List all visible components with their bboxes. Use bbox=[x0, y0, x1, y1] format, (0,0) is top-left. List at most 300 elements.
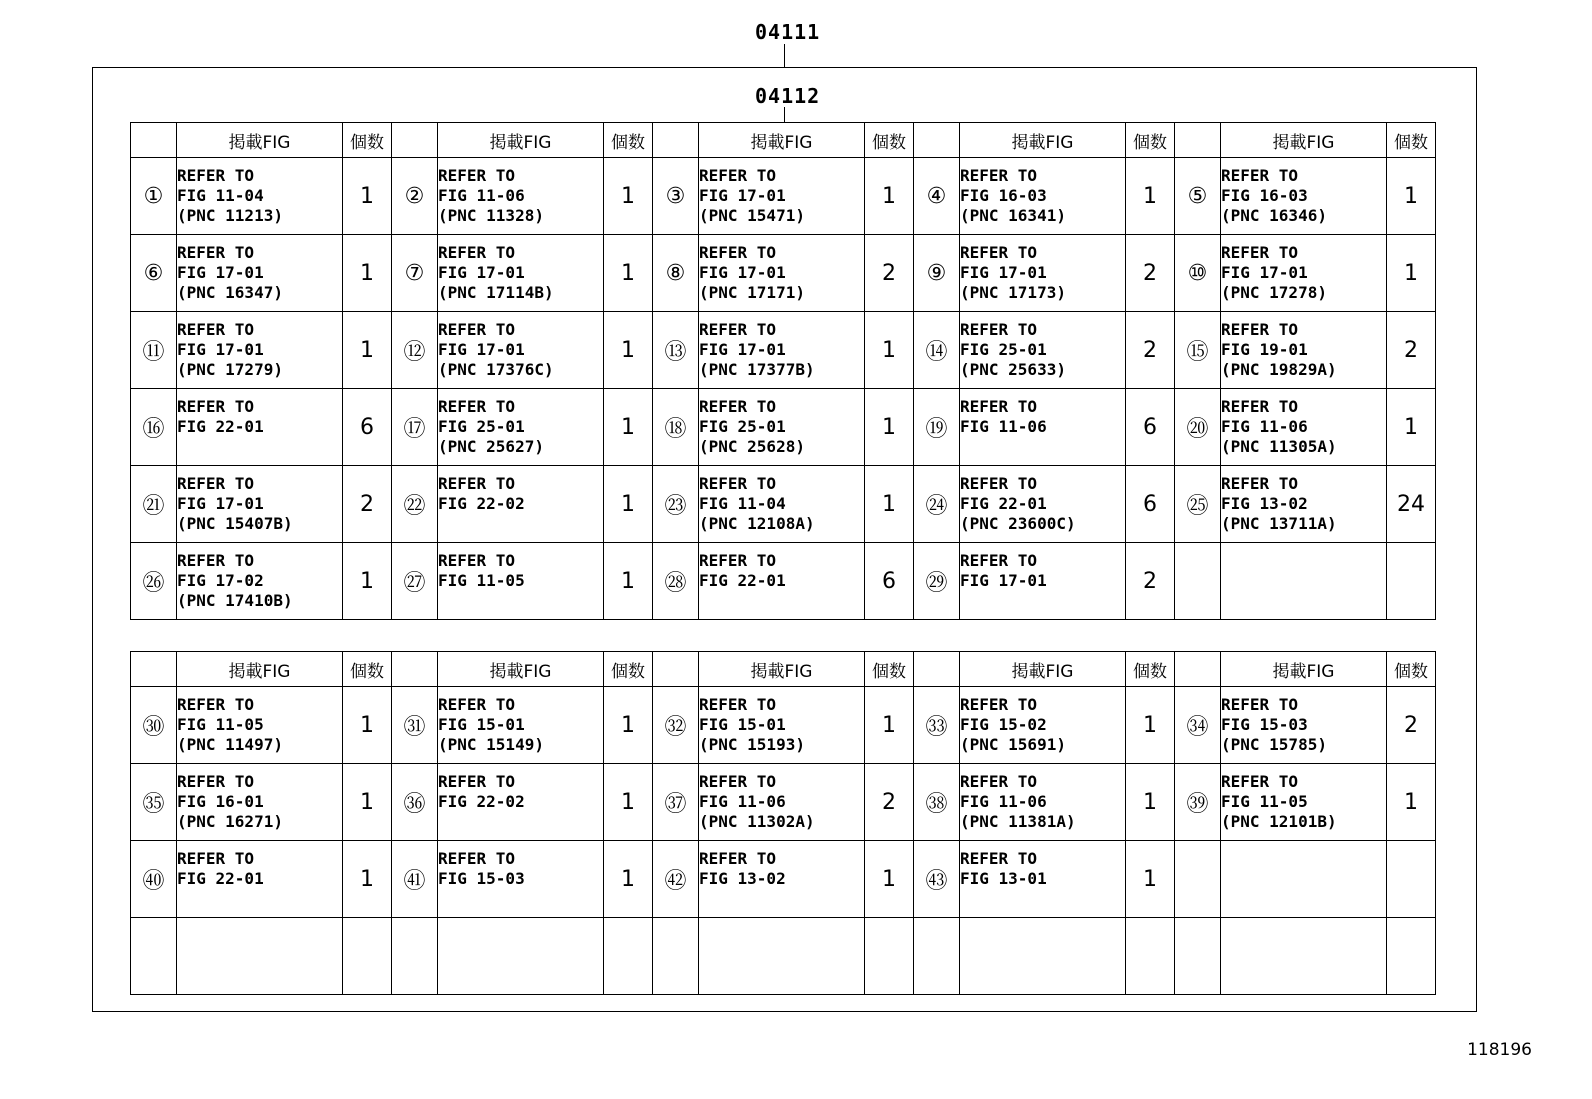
quantity: 1 bbox=[604, 687, 653, 764]
quantity: 2 bbox=[1387, 687, 1436, 764]
header-number-cell bbox=[1175, 123, 1221, 158]
sub-assembly-label: 04112 bbox=[755, 84, 821, 108]
fig-reference-line: (PNC 17278) bbox=[1221, 283, 1327, 302]
header-qty: 個数 bbox=[343, 652, 392, 687]
fig-reference-line: FIG 22-01 bbox=[177, 869, 264, 888]
quantity: 1 bbox=[865, 466, 914, 543]
quantity: 1 bbox=[865, 687, 914, 764]
fig-reference-line: (PNC 17171) bbox=[699, 283, 805, 302]
item-number: ③ bbox=[653, 158, 699, 235]
item-number: ㊷ bbox=[653, 841, 699, 918]
header-number-cell bbox=[653, 652, 699, 687]
fig-reference-line: FIG 11-06 bbox=[960, 792, 1047, 811]
quantity: 1 bbox=[343, 235, 392, 312]
item-number: ② bbox=[392, 158, 438, 235]
fig-reference-line: REFER TO bbox=[177, 243, 255, 262]
fig-reference-line: FIG 11-06 bbox=[960, 417, 1047, 436]
fig-reference bbox=[1221, 918, 1387, 995]
fig-reference-line: FIG 22-02 bbox=[438, 494, 525, 513]
quantity: 1 bbox=[1387, 764, 1436, 841]
fig-reference-line: (PNC 23600C) bbox=[960, 514, 1076, 533]
fig-reference-line: (PNC 15149) bbox=[438, 735, 544, 754]
quantity: 1 bbox=[604, 466, 653, 543]
item-number: ⑮ bbox=[1175, 312, 1221, 389]
item-number: ㊸ bbox=[914, 841, 960, 918]
reference-table-1 bbox=[130, 122, 1436, 620]
fig-reference-line: FIG 15-03 bbox=[1221, 715, 1308, 734]
item-number: ⑤ bbox=[1175, 158, 1221, 235]
table-row bbox=[131, 312, 1436, 389]
fig-reference-line: REFER TO bbox=[699, 397, 777, 416]
item-number: ㉗ bbox=[392, 543, 438, 620]
item-number: ㉑ bbox=[131, 466, 177, 543]
item-number: ㊶ bbox=[392, 841, 438, 918]
assembly-label: 04111 bbox=[755, 20, 821, 44]
item-number: ⑪ bbox=[131, 312, 177, 389]
fig-reference-line: (PNC 25628) bbox=[699, 437, 805, 456]
fig-reference bbox=[960, 764, 1126, 841]
header-fig: 掲載FIG bbox=[1221, 123, 1387, 158]
quantity bbox=[343, 918, 392, 995]
fig-reference-line: REFER TO bbox=[1221, 243, 1299, 262]
fig-reference-line: (PNC 17410B) bbox=[177, 591, 293, 610]
fig-reference-line: FIG 17-02 bbox=[177, 571, 264, 590]
fig-reference bbox=[960, 918, 1126, 995]
header-qty: 個数 bbox=[865, 123, 914, 158]
fig-reference-line: REFER TO bbox=[438, 849, 516, 868]
fig-reference-line: FIG 11-04 bbox=[177, 186, 264, 205]
fig-reference-line: REFER TO bbox=[1221, 320, 1299, 339]
fig-reference-line: REFER TO bbox=[699, 551, 777, 570]
table-row bbox=[131, 841, 1436, 918]
item-number: ㊱ bbox=[392, 764, 438, 841]
fig-reference-line: (PNC 16346) bbox=[1221, 206, 1327, 225]
fig-reference-line: FIG 13-02 bbox=[1221, 494, 1308, 513]
fig-reference-line: (PNC 12108A) bbox=[699, 514, 815, 533]
fig-reference bbox=[1221, 466, 1387, 543]
item-number: ⑧ bbox=[653, 235, 699, 312]
fig-reference bbox=[177, 466, 343, 543]
fig-reference-line: (PNC 15785) bbox=[1221, 735, 1327, 754]
table-row bbox=[131, 764, 1436, 841]
header-fig: 掲載FIG bbox=[699, 652, 865, 687]
fig-reference bbox=[438, 841, 604, 918]
fig-reference-line: FIG 13-02 bbox=[699, 869, 786, 888]
quantity: 1 bbox=[865, 389, 914, 466]
header-number-cell bbox=[653, 123, 699, 158]
header-number-cell bbox=[131, 652, 177, 687]
fig-reference-line: REFER TO bbox=[960, 243, 1038, 262]
fig-reference-line: FIG 22-01 bbox=[960, 494, 1047, 513]
fig-reference bbox=[177, 389, 343, 466]
header-fig: 掲載FIG bbox=[960, 123, 1126, 158]
header-number-cell bbox=[131, 123, 177, 158]
quantity: 1 bbox=[343, 312, 392, 389]
fig-reference-line: (PNC 19829A) bbox=[1221, 360, 1337, 379]
quantity: 1 bbox=[1126, 764, 1175, 841]
fig-reference-line: REFER TO bbox=[438, 397, 516, 416]
table-row bbox=[131, 235, 1436, 312]
fig-reference-line: REFER TO bbox=[1221, 166, 1299, 185]
header-qty: 個数 bbox=[1387, 123, 1436, 158]
fig-reference bbox=[438, 312, 604, 389]
fig-reference-line: FIG 17-01 bbox=[177, 340, 264, 359]
item-number: ⑱ bbox=[653, 389, 699, 466]
fig-reference bbox=[1221, 841, 1387, 918]
fig-reference bbox=[699, 764, 865, 841]
item-number: ㉔ bbox=[914, 466, 960, 543]
item-number: ⑦ bbox=[392, 235, 438, 312]
quantity: 1 bbox=[343, 158, 392, 235]
fig-reference-line: FIG 17-01 bbox=[177, 263, 264, 282]
header-fig: 掲載FIG bbox=[438, 652, 604, 687]
item-number: ⑯ bbox=[131, 389, 177, 466]
fig-reference bbox=[1221, 687, 1387, 764]
quantity: 2 bbox=[343, 466, 392, 543]
fig-reference-line: REFER TO bbox=[960, 849, 1038, 868]
item-number bbox=[1175, 841, 1221, 918]
item-number: ④ bbox=[914, 158, 960, 235]
item-number: ⑫ bbox=[392, 312, 438, 389]
fig-reference-line: REFER TO bbox=[1221, 695, 1299, 714]
header-number-cell bbox=[392, 652, 438, 687]
reference-table-2 bbox=[130, 651, 1436, 995]
header-fig: 掲載FIG bbox=[438, 123, 604, 158]
item-number: ⑬ bbox=[653, 312, 699, 389]
fig-reference bbox=[960, 312, 1126, 389]
fig-reference bbox=[177, 918, 343, 995]
fig-reference-line: FIG 11-06 bbox=[699, 792, 786, 811]
fig-reference-line: REFER TO bbox=[438, 474, 516, 493]
fig-reference-line: (PNC 11381A) bbox=[960, 812, 1076, 831]
header-qty: 個数 bbox=[343, 123, 392, 158]
item-number bbox=[392, 918, 438, 995]
fig-reference-line: FIG 11-05 bbox=[438, 571, 525, 590]
fig-reference-line: REFER TO bbox=[699, 243, 777, 262]
item-number: ㉙ bbox=[914, 543, 960, 620]
quantity: 2 bbox=[1387, 312, 1436, 389]
item-number bbox=[1175, 543, 1221, 620]
quantity: 1 bbox=[343, 543, 392, 620]
fig-reference-line: REFER TO bbox=[1221, 474, 1299, 493]
fig-reference-line: FIG 15-03 bbox=[438, 869, 525, 888]
quantity bbox=[1387, 543, 1436, 620]
fig-reference-line: FIG 22-02 bbox=[438, 792, 525, 811]
header-qty: 個数 bbox=[604, 652, 653, 687]
fig-reference bbox=[438, 158, 604, 235]
fig-reference-line: FIG 19-01 bbox=[1221, 340, 1308, 359]
header-qty: 個数 bbox=[1387, 652, 1436, 687]
item-number: ㉘ bbox=[653, 543, 699, 620]
fig-reference bbox=[699, 389, 865, 466]
quantity: 1 bbox=[1387, 235, 1436, 312]
fig-reference-line: REFER TO bbox=[177, 695, 255, 714]
item-number bbox=[914, 918, 960, 995]
fig-reference bbox=[699, 918, 865, 995]
item-number: ㉜ bbox=[653, 687, 699, 764]
fig-reference-line: REFER TO bbox=[960, 474, 1038, 493]
quantity: 1 bbox=[604, 764, 653, 841]
fig-reference bbox=[177, 764, 343, 841]
fig-reference-line: FIG 11-05 bbox=[177, 715, 264, 734]
item-number: ㉓ bbox=[653, 466, 699, 543]
quantity: 1 bbox=[343, 764, 392, 841]
fig-reference-line: FIG 16-03 bbox=[1221, 186, 1308, 205]
fig-reference-line: (PNC 25627) bbox=[438, 437, 544, 456]
fig-reference-line: (PNC 11497) bbox=[177, 735, 283, 754]
fig-reference-line: FIG 17-01 bbox=[438, 340, 525, 359]
fig-reference-line: REFER TO bbox=[960, 166, 1038, 185]
fig-reference bbox=[177, 687, 343, 764]
table-row bbox=[131, 389, 1436, 466]
item-number: ⑩ bbox=[1175, 235, 1221, 312]
fig-reference bbox=[1221, 235, 1387, 312]
fig-reference bbox=[960, 389, 1126, 466]
fig-reference bbox=[1221, 158, 1387, 235]
fig-reference bbox=[438, 764, 604, 841]
item-number: ⑲ bbox=[914, 389, 960, 466]
fig-reference-line: (PNC 17173) bbox=[960, 283, 1066, 302]
item-number: ㉛ bbox=[392, 687, 438, 764]
fig-reference-line: (PNC 15691) bbox=[960, 735, 1066, 754]
quantity: 1 bbox=[604, 543, 653, 620]
quantity: 2 bbox=[1126, 543, 1175, 620]
quantity: 24 bbox=[1387, 466, 1436, 543]
fig-reference bbox=[438, 918, 604, 995]
fig-reference bbox=[438, 235, 604, 312]
fig-reference-line: FIG 17-01 bbox=[1221, 263, 1308, 282]
quantity: 1 bbox=[1126, 687, 1175, 764]
fig-reference-line: FIG 11-06 bbox=[438, 186, 525, 205]
fig-reference bbox=[438, 466, 604, 543]
fig-reference bbox=[1221, 312, 1387, 389]
fig-reference-line: FIG 25-01 bbox=[438, 417, 525, 436]
item-number bbox=[653, 918, 699, 995]
fig-reference-line: REFER TO bbox=[1221, 397, 1299, 416]
quantity bbox=[1126, 918, 1175, 995]
fig-reference-line: (PNC 12101B) bbox=[1221, 812, 1337, 831]
fig-reference bbox=[699, 841, 865, 918]
fig-reference-line: (PNC 16341) bbox=[960, 206, 1066, 225]
item-number: ㉒ bbox=[392, 466, 438, 543]
fig-reference bbox=[1221, 389, 1387, 466]
quantity: 1 bbox=[1387, 158, 1436, 235]
quantity: 1 bbox=[1126, 158, 1175, 235]
fig-reference-line: REFER TO bbox=[1221, 772, 1299, 791]
table-row bbox=[131, 687, 1436, 764]
quantity: 2 bbox=[865, 764, 914, 841]
quantity bbox=[1387, 841, 1436, 918]
fig-reference-line: REFER TO bbox=[960, 695, 1038, 714]
fig-reference-line: REFER TO bbox=[699, 320, 777, 339]
header-number-cell bbox=[392, 123, 438, 158]
item-number: ㉞ bbox=[1175, 687, 1221, 764]
fig-reference-line: FIG 25-01 bbox=[960, 340, 1047, 359]
table-row bbox=[131, 466, 1436, 543]
quantity: 6 bbox=[1126, 389, 1175, 466]
item-number: ㊳ bbox=[914, 764, 960, 841]
item-number bbox=[1175, 918, 1221, 995]
quantity: 2 bbox=[1126, 312, 1175, 389]
fig-reference-line: FIG 15-02 bbox=[960, 715, 1047, 734]
item-number bbox=[131, 918, 177, 995]
header-fig: 掲載FIG bbox=[177, 652, 343, 687]
fig-reference-line: FIG 17-01 bbox=[960, 263, 1047, 282]
header-qty: 個数 bbox=[1126, 123, 1175, 158]
fig-reference-line: FIG 11-05 bbox=[1221, 792, 1308, 811]
fig-reference bbox=[438, 389, 604, 466]
quantity: 1 bbox=[604, 841, 653, 918]
header-qty: 個数 bbox=[604, 123, 653, 158]
fig-reference-line: FIG 17-01 bbox=[699, 186, 786, 205]
fig-reference-line: (PNC 11302A) bbox=[699, 812, 815, 831]
fig-reference bbox=[1221, 764, 1387, 841]
item-number: ㊴ bbox=[1175, 764, 1221, 841]
fig-reference-line: REFER TO bbox=[177, 772, 255, 791]
quantity: 1 bbox=[604, 389, 653, 466]
fig-reference-line: REFER TO bbox=[960, 551, 1038, 570]
quantity: 1 bbox=[604, 312, 653, 389]
fig-reference bbox=[699, 158, 865, 235]
fig-reference-line: (PNC 15193) bbox=[699, 735, 805, 754]
fig-reference bbox=[960, 235, 1126, 312]
fig-reference bbox=[699, 543, 865, 620]
item-number: ⑰ bbox=[392, 389, 438, 466]
item-number: ㊵ bbox=[131, 841, 177, 918]
quantity: 2 bbox=[1126, 235, 1175, 312]
fig-reference-line: (PNC 25633) bbox=[960, 360, 1066, 379]
fig-reference-line: REFER TO bbox=[177, 397, 255, 416]
fig-reference bbox=[960, 687, 1126, 764]
quantity: 1 bbox=[865, 312, 914, 389]
fig-reference bbox=[177, 235, 343, 312]
fig-reference-line: FIG 17-01 bbox=[177, 494, 264, 513]
fig-reference-line: REFER TO bbox=[699, 772, 777, 791]
fig-reference bbox=[438, 687, 604, 764]
fig-reference-line: REFER TO bbox=[699, 166, 777, 185]
fig-reference-line: REFER TO bbox=[177, 474, 255, 493]
header-number-cell bbox=[914, 123, 960, 158]
fig-reference-line: REFER TO bbox=[699, 849, 777, 868]
quantity: 2 bbox=[865, 235, 914, 312]
header-fig: 掲載FIG bbox=[699, 123, 865, 158]
fig-reference bbox=[438, 543, 604, 620]
fig-reference-line: REFER TO bbox=[438, 695, 516, 714]
fig-reference-line: REFER TO bbox=[177, 551, 255, 570]
header-number-cell bbox=[1175, 652, 1221, 687]
item-number: ㉕ bbox=[1175, 466, 1221, 543]
fig-reference-line: REFER TO bbox=[177, 166, 255, 185]
fig-reference bbox=[177, 543, 343, 620]
item-number: ㉖ bbox=[131, 543, 177, 620]
fig-reference-line: FIG 13-01 bbox=[960, 869, 1047, 888]
fig-reference-line: FIG 11-06 bbox=[1221, 417, 1308, 436]
fig-reference-line: FIG 16-03 bbox=[960, 186, 1047, 205]
fig-reference-line: REFER TO bbox=[438, 243, 516, 262]
fig-reference-line: REFER TO bbox=[177, 849, 255, 868]
fig-reference bbox=[960, 543, 1126, 620]
item-number: ⑳ bbox=[1175, 389, 1221, 466]
fig-reference-line: FIG 17-01 bbox=[699, 263, 786, 282]
header-number-cell bbox=[914, 652, 960, 687]
fig-reference-line: (PNC 16347) bbox=[177, 283, 283, 302]
fig-reference bbox=[699, 466, 865, 543]
quantity: 6 bbox=[1126, 466, 1175, 543]
fig-reference-line: FIG 17-01 bbox=[699, 340, 786, 359]
fig-reference-line: (PNC 15407B) bbox=[177, 514, 293, 533]
fig-reference-line: REFER TO bbox=[960, 320, 1038, 339]
header-fig: 掲載FIG bbox=[177, 123, 343, 158]
item-number: ㊲ bbox=[653, 764, 699, 841]
fig-reference-line: FIG 15-01 bbox=[438, 715, 525, 734]
table-row bbox=[131, 158, 1436, 235]
item-number: ⑨ bbox=[914, 235, 960, 312]
fig-reference-line: REFER TO bbox=[438, 166, 516, 185]
header-fig: 掲載FIG bbox=[1221, 652, 1387, 687]
fig-reference-line: (PNC 17376C) bbox=[438, 360, 554, 379]
fig-reference bbox=[699, 235, 865, 312]
header-row bbox=[131, 652, 1436, 687]
fig-reference-line: (PNC 11213) bbox=[177, 206, 283, 225]
header-fig: 掲載FIG bbox=[960, 652, 1126, 687]
quantity: 1 bbox=[343, 687, 392, 764]
item-number: ㉝ bbox=[914, 687, 960, 764]
fig-reference-line: FIG 25-01 bbox=[699, 417, 786, 436]
fig-reference-line: REFER TO bbox=[960, 772, 1038, 791]
fig-reference-line: (PNC 17279) bbox=[177, 360, 283, 379]
quantity: 1 bbox=[865, 841, 914, 918]
fig-reference-line: (PNC 13711A) bbox=[1221, 514, 1337, 533]
fig-reference bbox=[960, 466, 1126, 543]
header-qty: 個数 bbox=[1126, 652, 1175, 687]
fig-reference-line: (PNC 17114B) bbox=[438, 283, 554, 302]
item-number: ㉚ bbox=[131, 687, 177, 764]
fig-reference-line: FIG 11-04 bbox=[699, 494, 786, 513]
table-row bbox=[131, 918, 1436, 995]
fig-reference-line: (PNC 17377B) bbox=[699, 360, 815, 379]
quantity: 1 bbox=[865, 158, 914, 235]
fig-reference-line: REFER TO bbox=[438, 772, 516, 791]
fig-reference bbox=[960, 158, 1126, 235]
fig-reference-line: REFER TO bbox=[960, 397, 1038, 416]
item-number: ① bbox=[131, 158, 177, 235]
fig-reference-line: (PNC 15471) bbox=[699, 206, 805, 225]
figure-id: 118196 bbox=[1467, 1040, 1532, 1060]
quantity: 1 bbox=[604, 158, 653, 235]
fig-reference-line: (PNC 11328) bbox=[438, 206, 544, 225]
fig-reference-line: FIG 17-01 bbox=[960, 571, 1047, 590]
fig-reference-line: REFER TO bbox=[438, 551, 516, 570]
quantity: 1 bbox=[1126, 841, 1175, 918]
fig-reference bbox=[960, 841, 1126, 918]
quantity bbox=[604, 918, 653, 995]
quantity: 1 bbox=[604, 235, 653, 312]
fig-reference bbox=[1221, 543, 1387, 620]
fig-reference-line: FIG 16-01 bbox=[177, 792, 264, 811]
fig-reference-line: REFER TO bbox=[438, 320, 516, 339]
fig-reference-line: REFER TO bbox=[177, 320, 255, 339]
fig-reference bbox=[177, 841, 343, 918]
fig-reference-line: FIG 17-01 bbox=[438, 263, 525, 282]
fig-reference bbox=[699, 687, 865, 764]
header-qty: 個数 bbox=[865, 652, 914, 687]
quantity: 1 bbox=[1387, 389, 1436, 466]
quantity: 6 bbox=[865, 543, 914, 620]
fig-reference-line: REFER TO bbox=[699, 474, 777, 493]
header-row bbox=[131, 123, 1436, 158]
fig-reference-line: FIG 15-01 bbox=[699, 715, 786, 734]
fig-reference-line: REFER TO bbox=[699, 695, 777, 714]
